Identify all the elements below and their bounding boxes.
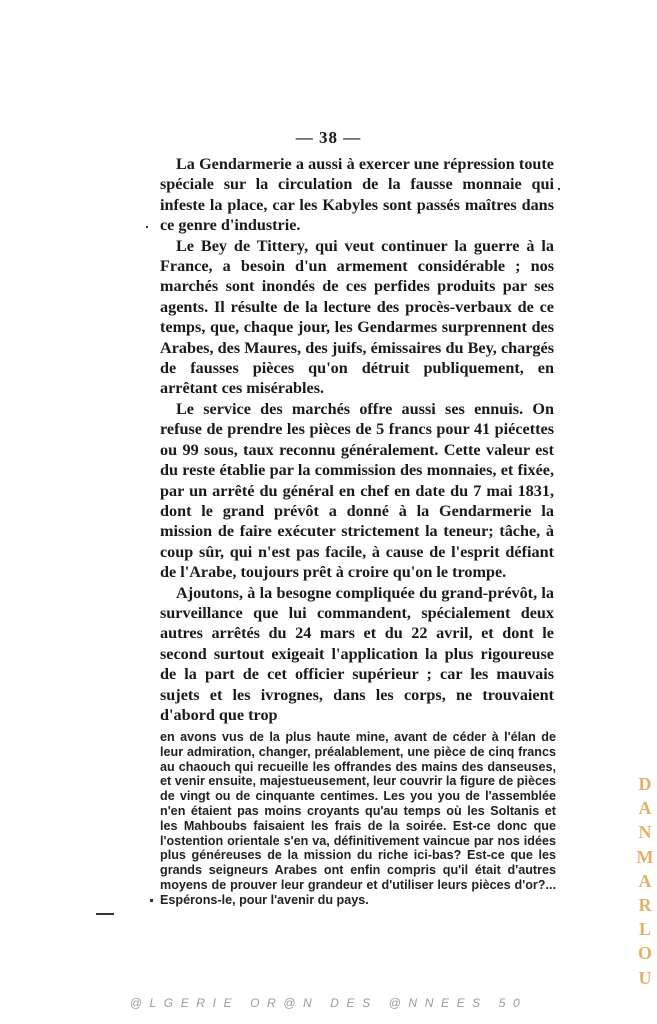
side-watermark — [634, 772, 656, 990]
side-watermark-letter: L — [638, 919, 651, 940]
paragraph-1: La Gendarmerie a aussi à exercer une répression toute spéciale sur la circulation de la fausse monnaie qui infeste la place, car les Kabyles sont passés maîtres dans ce genre d'industrie. — [160, 155, 554, 235]
side-watermark-letter: N — [638, 822, 652, 843]
footnote-text: en avons vus de la plus haute mine, avant de céder à l'élan de leur admiration, changer, préalablement, une pièce de cinq francs au chaouch qui recueille les offrandes des mains des danseuses, et venir ensuite, majestueusement, leur couvrir la figure de pièces de vingt ou de cinquante centimes. Les you you de l'assemblée n'en étaient pas moins croyants qu'au temps où les Soltanis et les Mahboubs faisaient les frais de la soirée. Est-ce donc que l'ostention orientale s'en va, définitivement vaincue par nos idées plus généreuses de la mission du riche ici-bas? Est-ce que les grands seigneurs Arabes ont enfin compris qu'il était d'autres moyens de prouver leur grandeur et d'utiliser leurs pièces d'or?... Espérons-le, pour l'avenir du pays. — [160, 730, 556, 907]
side-watermark-letter: A — [638, 798, 652, 819]
scan-speck — [146, 226, 148, 228]
side-watermark-letter: D — [638, 774, 652, 794]
side-watermark-letter: A — [638, 870, 652, 891]
paragraph-3: Le service des marchés offre aussi ses ennuis. On refuse de prendre les pièces de 5 francs pour 41 piécettes ou 99 sous, taux reconnu généralement. Cette valeur est du reste établie par la commission des monnaies, et fixée, par un arrêté du général en chef en date du 7 mai 1831, dont le grand prévôt a donné à la Gendarmerie la mission de faire exécuter strictement la teneur; tâche, à coup sûr, qui n'est pas facile, à cause de l'esprit défiant de l'Arabe, toujours prêt à croire qu'on le trompe. — [160, 399, 554, 582]
page-number: — 38 — — [295, 128, 362, 147]
side-watermark-letter: O — [637, 943, 652, 964]
scan-speck — [150, 899, 153, 902]
side-watermark-letter: M — [636, 846, 654, 867]
bottom-watermark: @LGERIE OR@N DES @NNEES 50 — [129, 996, 528, 1010]
side-watermark-letter: R — [638, 895, 652, 916]
body-text — [160, 154, 554, 725]
footnote — [160, 730, 556, 908]
paragraph-2: Le Bey de Tittery, qui veut continuer la guerre à la France, a besoin d'un armement considérable ; nos marchés sont inondés de ces perfides produits par ses agents. Il résulte de la lecture des procès-verbaux de ce temps, que, chaque jour, les Gendarmes surprennent des Arabes, des Maures, des juifs, émissaires du Bey, chargés de fausses pièces qu'on détruit publiquement, en arrêtant ces misérables. — [160, 236, 554, 398]
scan-speck — [558, 188, 560, 190]
side-watermark-letter: U — [638, 967, 652, 988]
paragraph-4: Ajoutons, à la besogne compliquée du grand-prévôt, la surveillance que lui commandent, spécialement deux autres arrêtés du 24 mars et du 22 avril, et dont le second surtout exigeait l'application la plus rigoureuse de la part de cet officier supérieur ; car les mauvais sujets et les ivrognes, dans les corps, ne trouvaient d'abord que trop — [160, 583, 554, 724]
scan-speck — [96, 913, 114, 915]
